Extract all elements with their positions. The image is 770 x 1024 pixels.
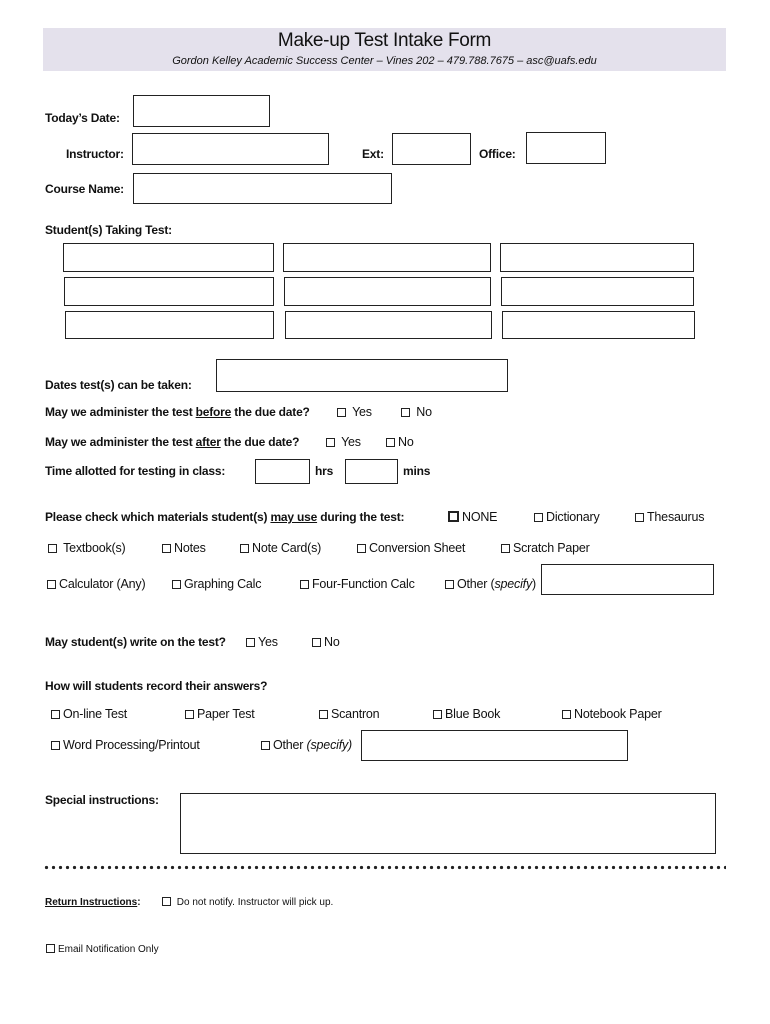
record-other-option[interactable]: Other (specify) [261, 738, 352, 752]
time-allotted-label: Time allotted for testing in class: [45, 464, 226, 478]
material-other-input[interactable] [541, 564, 714, 595]
student-input[interactable] [64, 277, 274, 306]
student-input[interactable] [501, 277, 694, 306]
student-input[interactable] [284, 277, 491, 306]
record-question: How will students record their answers? [45, 679, 268, 693]
checkbox[interactable] [185, 710, 194, 719]
dotted-divider [43, 865, 726, 870]
material-other-option[interactable]: Other (specify) [445, 577, 536, 591]
todays-date-label: Today’s Date: [45, 111, 120, 125]
checkbox[interactable] [357, 544, 366, 553]
material-conversion-option[interactable]: Conversion Sheet [357, 541, 465, 555]
material-four-function-option[interactable]: Four-Function Calc [300, 577, 415, 591]
checkbox[interactable] [326, 438, 335, 447]
ext-input[interactable] [392, 133, 471, 165]
checkbox[interactable] [51, 741, 60, 750]
instructor-label: Instructor: [66, 147, 124, 161]
checkbox[interactable] [48, 544, 57, 553]
hours-input[interactable] [255, 459, 310, 484]
checkbox[interactable] [337, 408, 346, 417]
checkbox[interactable] [162, 544, 171, 553]
checkbox[interactable] [562, 710, 571, 719]
email-notification-option[interactable]: Email Notification Only [46, 944, 159, 955]
minutes-input[interactable] [345, 459, 398, 484]
student-input[interactable] [500, 243, 694, 272]
record-paper-option[interactable]: Paper Test [185, 707, 255, 721]
office-label: Office: [479, 147, 516, 161]
student-input[interactable] [285, 311, 492, 339]
before-no-option[interactable]: No [401, 405, 432, 419]
form-title: Make-up Test Intake Form [277, 30, 492, 51]
checkbox[interactable] [162, 897, 171, 906]
checkbox[interactable] [448, 511, 459, 522]
checkbox[interactable] [312, 638, 321, 647]
materials-question: Please check which materials student(s) may use during the test: [45, 510, 405, 524]
material-notes-option[interactable]: Notes [162, 541, 206, 555]
checkbox[interactable] [46, 944, 55, 953]
record-other-input[interactable] [361, 730, 628, 761]
checkbox[interactable] [445, 580, 454, 589]
dates-input[interactable] [216, 359, 508, 392]
course-name-input[interactable] [133, 173, 392, 204]
return-instructions-label: Return Instructions: [45, 897, 141, 908]
course-name-label: Course Name: [45, 182, 124, 196]
write-no-option[interactable]: No [312, 635, 340, 649]
checkbox[interactable] [47, 580, 56, 589]
special-instructions-label: Special instructions: [45, 793, 159, 807]
before-question: May we administer the test before the due date? [45, 405, 310, 419]
material-calculator-option[interactable]: Calculator (Any) [47, 577, 145, 591]
checkbox[interactable] [51, 710, 60, 719]
checkbox[interactable] [635, 513, 644, 522]
student-input[interactable] [283, 243, 491, 272]
after-no-option[interactable]: No [386, 435, 414, 449]
record-word-option[interactable]: Word Processing/Printout [51, 738, 200, 752]
checkbox[interactable] [261, 741, 270, 750]
office-input[interactable] [526, 132, 606, 164]
form-subtitle: Gordon Kelley Academic Success Center – Vines 202 – 479.788.7675 – asc@uafs.edu [172, 55, 597, 67]
checkbox[interactable] [240, 544, 249, 553]
special-instructions-input[interactable] [180, 793, 716, 854]
ext-label: Ext: [362, 147, 384, 161]
material-scratch-option[interactable]: Scratch Paper [501, 541, 590, 555]
hrs-label: hrs [315, 464, 334, 478]
student-input[interactable] [65, 311, 274, 339]
material-note-cards-option[interactable]: Note Card(s) [240, 541, 321, 555]
after-yes-option[interactable]: Yes [326, 435, 361, 449]
checkbox[interactable] [433, 710, 442, 719]
record-blue-book-option[interactable]: Blue Book [433, 707, 500, 721]
checkbox[interactable] [401, 408, 410, 417]
material-textbooks-option[interactable]: Textbook(s) [48, 541, 125, 555]
do-not-notify-option[interactable]: Do not notify. Instructor will pick up. [162, 897, 333, 908]
student-input[interactable] [502, 311, 695, 339]
write-yes-option[interactable]: Yes [246, 635, 278, 649]
record-online-option[interactable]: On-line Test [51, 707, 127, 721]
checkbox[interactable] [246, 638, 255, 647]
checkbox[interactable] [319, 710, 328, 719]
instructor-input[interactable] [132, 133, 329, 165]
mins-label: mins [403, 464, 431, 478]
record-scantron-option[interactable]: Scantron [319, 707, 379, 721]
material-thesaurus-option[interactable]: Thesaurus [635, 510, 704, 524]
checkbox[interactable] [386, 438, 395, 447]
checkbox[interactable] [300, 580, 309, 589]
students-label: Student(s) Taking Test: [45, 223, 172, 237]
material-none-option[interactable]: NONE [448, 510, 497, 524]
student-input[interactable] [63, 243, 274, 272]
material-graphing-option[interactable]: Graphing Calc [172, 577, 261, 591]
checkbox[interactable] [534, 513, 543, 522]
material-dictionary-option[interactable]: Dictionary [534, 510, 600, 524]
todays-date-input[interactable] [133, 95, 270, 127]
form-header [43, 28, 726, 71]
checkbox[interactable] [172, 580, 181, 589]
record-notebook-option[interactable]: Notebook Paper [562, 707, 662, 721]
after-question: May we administer the test after the due date? [45, 435, 300, 449]
write-on-question: May student(s) write on the test? [45, 635, 226, 649]
before-yes-option[interactable]: Yes [337, 405, 372, 419]
checkbox[interactable] [501, 544, 510, 553]
dates-label: Dates test(s) can be taken: [45, 378, 192, 392]
